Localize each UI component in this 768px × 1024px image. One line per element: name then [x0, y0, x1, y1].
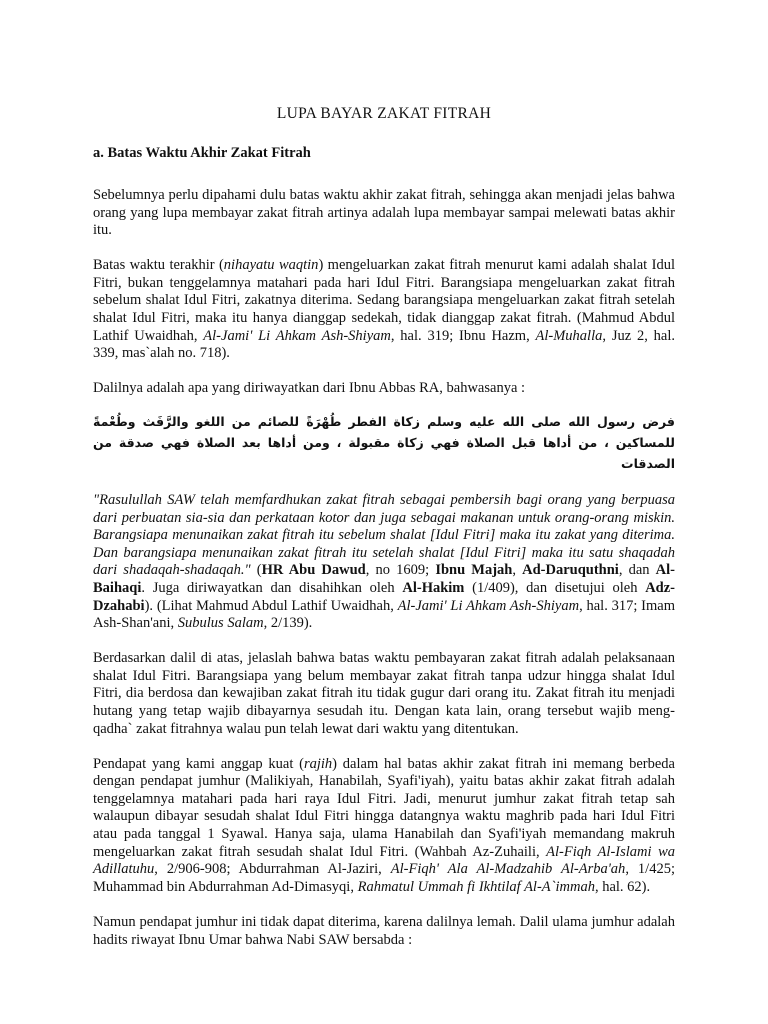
paragraph-kesimpulan: Berdasarkan dalil di atas, jelaslah bahwa batas waktu pembayaran zakat fitrah adalah pelaksanaan shalat Idul Fitri. Barangsiapa yang belum membayar zakat fitrah tanpa udzur hingga shalat Idul Fitri, dia berdosa dan kewajiban zakat fitrah itu tidak gugur dari orang itu. Zakat fitrah itu menjadi hutang yang tetap wajib dibayarnya sesudah itu. Dengan kata lain, orang tersebut wajib meng-qadha` zakat fitrahnya walau pun telah lewat dari waktu yang ditentukan.	[93, 650, 675, 737]
paragraph-hadith-translation: "Rasulullah SAW telah memfardhukan zakat fitrah sebagai pembersih bagi orang yang berpuasa dari perbuatan sia-sia dan perkataan kotor dan juga sebagai makanan untuk orang-orang miskin. Barangsiapa menunaikan zakat fitrah itu sebelum shalat [Idul Fitri] maka itu zakat yang diterima. Dan barangsiapa menunaikan zakat fitrah itu setelah shalat [Idul Fitri] maka itu satu shaqadah dari shadaqah-shadaqah." (HR Abu Dawud, no 1609; Ibnu Majah, Ad-Daruquthni, dan Al-Baihaqi. Juga diriwayatkan dan disahihkan oleh Al-Hakim (1/409), dan disetujui oleh Adz-Dzahabi). (Lihat Mahmud Abdul Lathif Uwaidhah, Al-Jami' Li Ahkam Ash-Shiyam, hal. 317; Imam Ash-Shan'ani, Subulus Salam, 2/139).	[93, 491, 676, 632]
paragraph-pendapat-jumhur: Pendapat yang kami anggap kuat (rajih) dalam hal batas akhir zakat fitrah ini memang berbeda dengan pendapat jumhur (Malikiyah, Hanabilah, Syafi'iyah), yaitu batas akhir zakat fitrah adalah tenggelamnya matahari pada hari raya Idul Fitri. Jadi, menurut jumhur zakat fitrah tetap sah walaupun dibayar sesudah shalat Idul Fitri hingga datangnya waktu maghrib pada hari Idul Fitri atau pada tanggal 1 Syawal. Hanya saja, ulama Hanabilah dan Syafi'iyah memandang makruh mengeluarkan zakat fitrah sesudah shalat Idul Fitri. (Wahbah Az-Zuhaili, Al-Fiqh Al-Islami wa Adillatuhu, 2/906-908; Abdurrahman Al-Jaziri, Al-Fiqh' Ala Al-Madzahib Al-Arba'ah, 1/425; Muhammad bin Abdurrahman Ad-Dimasyqi, Rahmatul Ummah fi Ikhtilaf Al-A`immah, hal. 62).	[93, 755, 675, 895]
section-heading-a: a. Batas Waktu Akhir Zakat Fitrah	[93, 145, 311, 161]
paragraph-dalil-intro: Dalilnya adalah apa yang diriwayatkan dari Ibnu Abbas RA, bahwasanya :	[93, 380, 526, 397]
arabic-hadith: فرض رسول الله صلى الله عليه وسلم زكاة الفطر طُهْرَةً للصائم من اللغو والرَّفَث وطُعْمةً للمساكين ، من أداها قبل الصلاة فهي زكاة مقبولة ، ومن أداها بعد الصلاة فهي صدقة من الصدقات	[93, 413, 675, 471]
paragraph-batas-waktu: Batas waktu terakhir (nihayatu waqtin) mengeluarkan zakat fitrah menurut kami adalah shalat Idul Fitri, bukan tenggelamnya matahari pada hari Idul Fitri. Barangsiapa mengeluarkan zakat fitrah sebelum shalat Idul Fitri, zakatnya diterima. Sedang barangsiapa mengeluarkan zakat fitrah setelah shalat Idul Fitri, maka itu hanya dianggap sedekah, tidak dianggap zakat fitrah. (Mahmud Abdul Lathif Uwaidhah, Al-Jami' Li Ahkam Ash-Shiyam, hal. 319; Ibnu Hazm, Al-Muhalla, Juz 2, hal. 339, mas`alah no. 718).	[93, 257, 675, 362]
document-title: LUPA BAYAR ZAKAT FITRAH	[276, 105, 492, 122]
paragraph-dalil-jumhur: Namun pendapat jumhur ini tidak dapat diterima, karena dalilnya lemah. Dalil ulama jumhur adalah hadits riwayat Ibnu Umar bahwa Nabi SAW bersabda :	[93, 913, 675, 948]
paragraph-intro: Sebelumnya perlu dipahami dulu batas waktu akhir zakat fitrah, sehingga akan menjadi jelas bahwa orang yang lupa membayar zakat fitrah artinya adalah lupa membayar sampai melewati batas akhir itu.	[93, 187, 675, 239]
